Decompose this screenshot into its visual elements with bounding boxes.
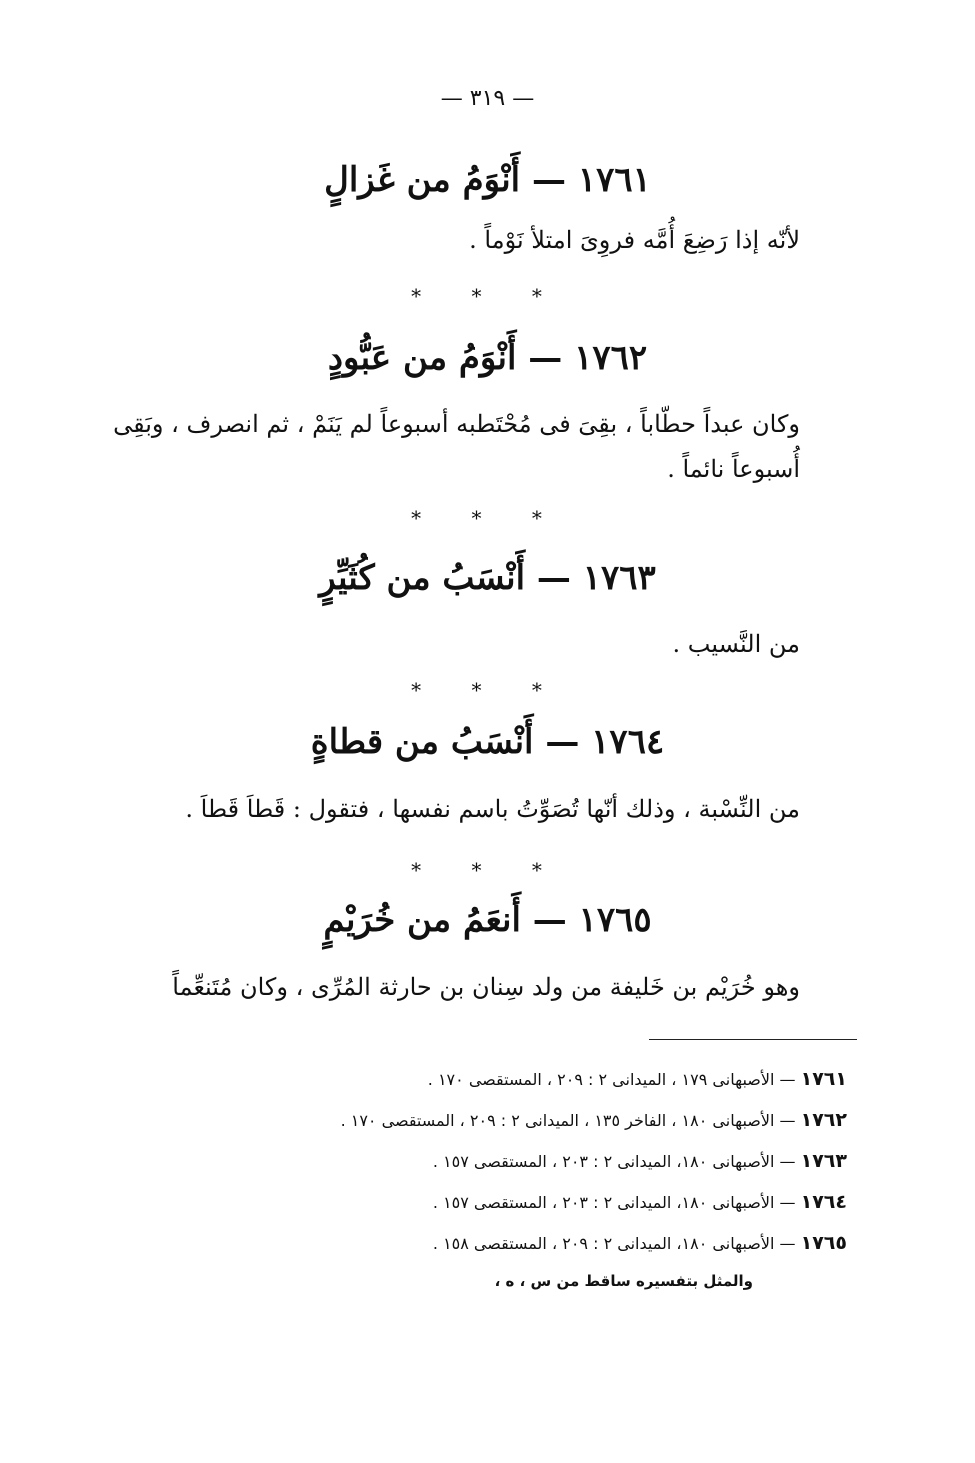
entry-number: ١٧٦١ [577, 160, 651, 200]
footnote-text: — الأصبهانى ١٨٠، الميدانى ٢ : ٢٠٣ ، المستقصى ١٥٧ . [432, 1193, 796, 1212]
footnote-1762 [341, 1109, 847, 1131]
footnote-1764 [433, 1191, 847, 1213]
footnote-text: — الأصبهانى ١٨٠ ، الفاخر ١٣٥ ، الميدانى ٢ : ٢٠٩ ، المستقصى ١٧٠ . [340, 1111, 796, 1130]
section-separator: * * * [411, 858, 564, 882]
entry-number: ١٧٦٣ [582, 558, 656, 598]
entry-title: أَنْوَمُ من غَزالٍ [324, 160, 521, 200]
entry-body-line: وهو خُرَيْم بن خَليفة من ولد سِنان بن حارثة المُرِّى ، وكان مُتَنعِّماً [172, 973, 800, 1001]
entry-number: ١٧٦٢ [574, 338, 648, 378]
footnote-text: — الأصبهانى ١٨٠، الميدانى ٢ : ٢٠٣ ، المستقصى ١٥٧ . [432, 1152, 796, 1171]
entry-title: أَنْسَبُ من كُثَيِّرٍ [319, 558, 526, 598]
entry-title: أَنعَمُ من خُرَيْمٍ [323, 900, 521, 940]
entry-number: ١٧٦٤ [591, 722, 665, 762]
footnote-text: — الأصبهانى ١٨٠، الميدانى ٢ : ٢٠٩ ، المستقصى ١٥٨ . [432, 1234, 796, 1253]
footnote-1761 [428, 1068, 847, 1090]
entry-heading-1765: ١٧٦٥ — أَنعَمُ من خُرَيْمٍ [323, 900, 652, 940]
footnote-number: ١٧٦٤ [800, 1191, 847, 1213]
entry-heading-1763: ١٧٦٣ — أَنْسَبُ من كُثَيِّرٍ [319, 558, 656, 598]
footnote-number: ١٧٦١ [800, 1068, 847, 1090]
footnote-number: ١٧٦٣ [800, 1150, 847, 1172]
entry-body-line: من النِّسْبة ، وذلك أنّها تُصَوِّتُ باسم نفسها ، فتقول : قَطاَ قَطاَ . [185, 795, 800, 823]
entry-title: أَنْسَبُ من قطاةٍ [310, 722, 534, 762]
footnote-1763 [433, 1150, 847, 1172]
footnote-extra: والمثل بتفسيره ساقط من س ، ه ، [494, 1272, 753, 1290]
entry-body-line: لأنّه إذا رَضِعَ أُمَّه فروِىَ امتلأ نَوْماً . [469, 226, 800, 254]
section-separator: * * * [411, 506, 564, 530]
section-separator: * * * [411, 678, 564, 702]
footnote-number: ١٧٦٥ [800, 1232, 847, 1254]
page-number: — ٣١٩ — [440, 86, 535, 111]
entry-heading-1762: ١٧٦٢ — أَنْوَمُ من عَبُّودٍ [327, 338, 648, 378]
entry-heading-1761: ١٧٦١ — أَنْوَمُ من غَزالٍ [324, 160, 651, 200]
footnote-number: ١٧٦٢ [800, 1109, 847, 1131]
entry-title: أَنْوَمُ من عَبُّودٍ [327, 338, 517, 378]
entry-heading-1764: ١٧٦٤ — أَنْسَبُ من قطاةٍ [310, 722, 665, 762]
footnote-divider [649, 1039, 857, 1040]
entry-body-line: وكان عبداً حطّاباً ، بقِىَ فى مُحْتَطبه أسبوعاً لم يَنَمْ ، ثم انصرف ، وبَقِى [113, 410, 800, 438]
footnote-text: — الأصبهانى ١٧٩ ، الميدانى ٢ : ٢٠٩ ، المستقصى ١٧٠ . [427, 1070, 796, 1089]
entry-body-line: من النَّسيب . [672, 630, 800, 658]
footnote-1765 [433, 1232, 847, 1254]
entry-body-line: أُسبوعاً نائماً . [667, 455, 800, 483]
entry-number: ١٧٦٥ [578, 900, 652, 940]
section-separator: * * * [411, 284, 564, 308]
